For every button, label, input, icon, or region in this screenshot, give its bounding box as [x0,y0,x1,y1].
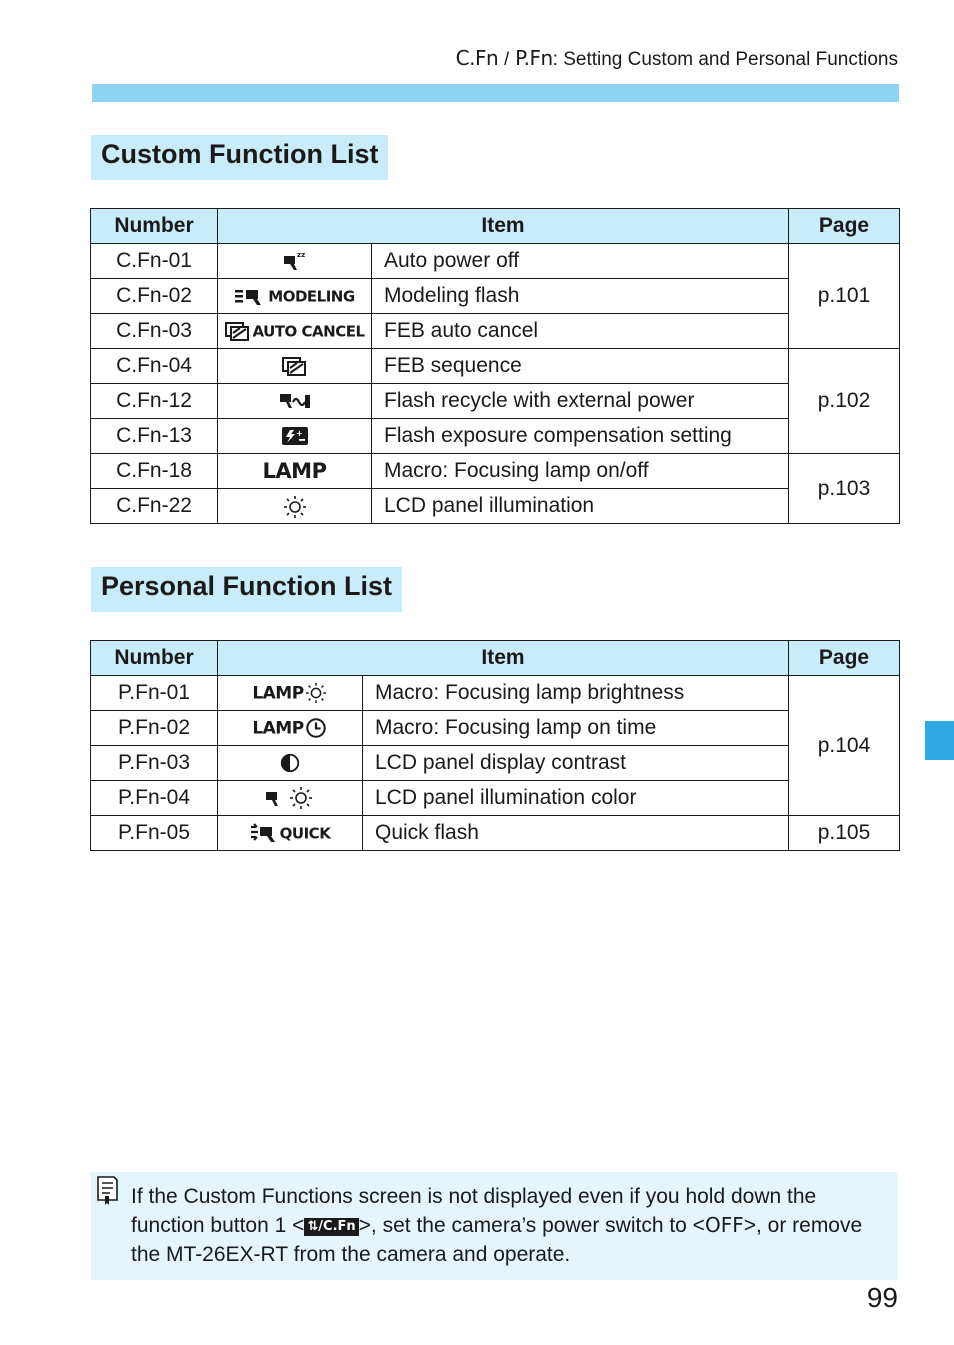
note-text [131,1182,891,1269]
note-text-part-2: >, set the camera’s power switch to < [358,1214,705,1237]
function-number: C.Fn-12 [91,384,218,419]
function-number: C.Fn-03 [91,314,218,349]
button-icon-label: /C.Fn [318,1219,356,1234]
custom-function-list-title: Custom Function List [91,135,388,180]
function-item: Macro: Focusing lamp on time [363,711,789,746]
function-number: C.Fn-22 [91,489,218,524]
function-item: LCD panel illumination [372,489,789,524]
function-number: P.Fn-03 [91,746,218,781]
function-item: FEB auto cancel [372,314,789,349]
illumination-icon [218,489,372,524]
column-header-number: Number [91,641,218,676]
custom-function-table [90,208,900,524]
page-reference: p.102 [789,349,900,454]
function-item: Quick flash [363,816,789,851]
flash-func-button-icon: ⇅/C.Fn [304,1218,358,1236]
function-item: Macro: Focusing lamp brightness [363,676,789,711]
function-number: C.Fn-01 [91,244,218,279]
function-item: FEB sequence [372,349,789,384]
personal-function-list-title: Personal Function List [91,567,402,612]
table-row [91,349,900,384]
feb-icon [218,349,372,384]
feb-icon [218,314,372,349]
function-item: LCD panel display contrast [363,746,789,781]
table-row [91,676,900,711]
header-rule [92,84,899,102]
chapter-side-tab [925,721,954,760]
table-row [91,244,900,279]
header-separator: / [504,49,510,69]
table-row [91,781,900,816]
page-reference: p.105 [789,816,900,851]
function-number: P.Fn-05 [91,816,218,851]
icon-label: AUTO CANCEL [252,322,365,341]
lamp-brightness-icon [218,676,363,711]
personal-function-table [90,640,900,851]
memo-icon [94,1173,120,1207]
table-header-row [91,209,900,244]
header-subtitle: : Setting Custom and Personal Functions [552,49,898,70]
table-row [91,711,900,746]
table-row [91,419,900,454]
running-header [456,46,898,71]
table-header-row [91,641,900,676]
function-number: C.Fn-18 [91,454,218,489]
note-text-part-3: >, or remove the MT-26EX-RT from the camera and operate. [131,1214,863,1266]
column-header-item: Item [218,641,789,676]
table-row [91,454,900,489]
function-item: Modeling flash [372,279,789,314]
illumination-color-icon [218,781,363,816]
flash-exposure-comp-icon [218,419,372,454]
table-row [91,384,900,419]
function-item: Flash exposure compensation setting [372,419,789,454]
svg-text:+: + [295,429,303,439]
note-text-part-1: If the Custom Functions screen is not displayed even if you hold down the function button 1 < [131,1185,817,1237]
page-reference: p.104 [789,676,900,816]
icon-label: QUICK [279,824,331,843]
page-reference: p.103 [789,454,900,524]
pfn-label: P.Fn [515,46,553,70]
function-item: Flash recycle with external power [372,384,789,419]
function-number: P.Fn-04 [91,781,218,816]
table-row [91,489,900,524]
column-header-page: Page [789,641,900,676]
modeling-flash-icon [218,279,372,314]
table-row [91,314,900,349]
icon-label: LAMP [252,683,304,704]
table-row [91,746,900,781]
note-box [91,1172,898,1280]
function-item: Auto power off [372,244,789,279]
external-power-icon [218,384,372,419]
function-number: C.Fn-04 [91,349,218,384]
off-switch-label: OFF [704,1213,744,1237]
contrast-icon [218,746,363,781]
column-header-number: Number [91,209,218,244]
table-row [91,279,900,314]
icon-label: LAMP [262,458,327,483]
lamp-icon [218,454,372,489]
quick-flash-icon [218,816,363,851]
page-reference: p.101 [789,244,900,349]
function-item: LCD panel illumination color [363,781,789,816]
function-number: C.Fn-13 [91,419,218,454]
column-header-item: Item [218,209,789,244]
cfn-label: C.Fn [455,46,499,70]
function-number: P.Fn-01 [91,676,218,711]
function-number: C.Fn-02 [91,279,218,314]
table-row [91,816,900,851]
function-item: Macro: Focusing lamp on/off [372,454,789,489]
lamp-timer-icon [218,711,363,746]
column-header-page: Page [789,209,900,244]
icon-label: MODELING [268,287,355,306]
svg-text:zz: zz [296,251,305,260]
flash-sleep-icon [218,244,372,279]
page-number: 99 [866,1282,898,1313]
icon-label: LAMP [252,718,304,739]
function-number: P.Fn-02 [91,711,218,746]
